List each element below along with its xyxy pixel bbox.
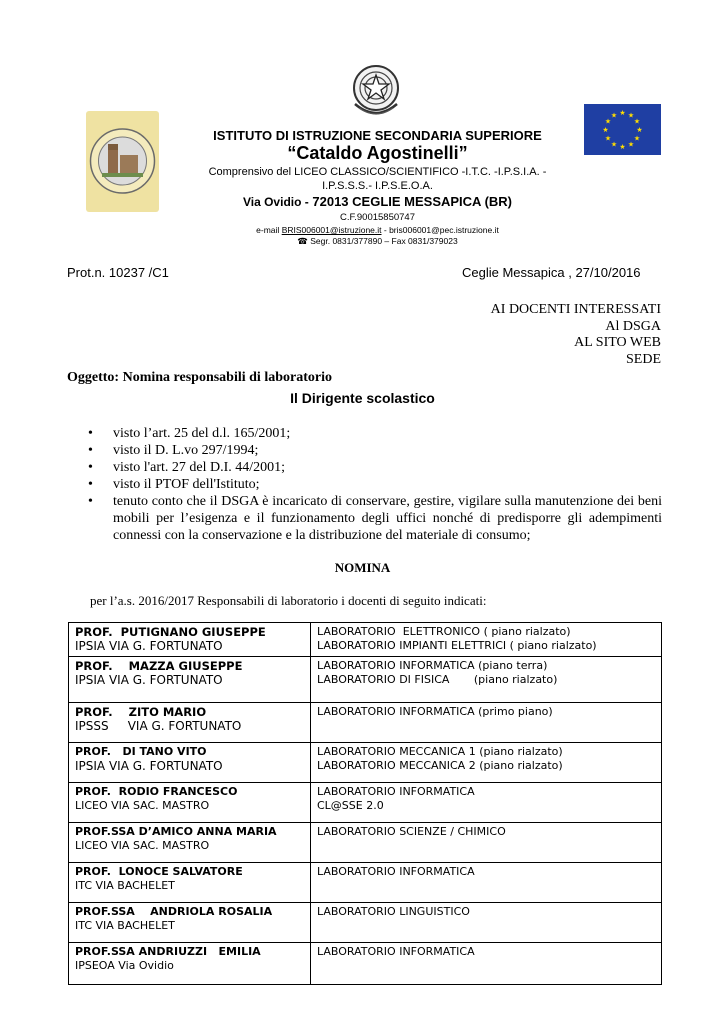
table-row [69, 823, 662, 863]
table-row [69, 863, 662, 903]
subject-line: Oggetto: Nomina responsabili di laboratorio [67, 370, 332, 385]
svg-text:★: ★ [619, 109, 626, 117]
lab-name: LABORATORIO INFORMATICA [317, 785, 475, 798]
teacher-name: PROF. DI TANO VITO [75, 745, 207, 758]
description-line-1: Comprensivo del LICEO CLASSICO/SCIENTIFICO -I.T.C. -I.P.S.I.A. - [208, 166, 547, 178]
teacher-cell [69, 863, 311, 903]
svg-text:★: ★ [610, 140, 618, 149]
pec-email: - bris006001@pec.istruzione.it [381, 225, 499, 235]
intro-text: per l’a.s. 2016/2017 Responsabili di laboratorio i docenti di seguito indicati: [90, 593, 487, 608]
teacher-name: PROF. MAZZA GIUSEPPE [75, 659, 243, 673]
teacher-name: PROF. RODIO FRANCESCO [75, 785, 238, 798]
institute-name: “Cataldo Agostinelli” [287, 143, 468, 163]
labs-cell [311, 623, 662, 657]
svg-text:★: ★ [619, 143, 626, 151]
italian-republic-emblem [345, 60, 407, 122]
address-city: 72013 CEGLIE MESSAPICA (BR) [312, 194, 513, 209]
email-link[interactable]: BRIS006001@istruzione.it [281, 225, 382, 235]
lab-name: LABORATORIO LINGUISTICO [317, 905, 470, 918]
place-date: Ceglie Messapica , 27/10/2016 [462, 265, 641, 280]
svg-text:★: ★ [636, 126, 643, 134]
premises-list [88, 425, 662, 544]
teacher-cell [69, 943, 311, 985]
labs-cell [311, 657, 662, 703]
lab-name: LABORATORIO INFORMATICA [317, 945, 475, 958]
teacher-site: IPSEOA Via Ovidio [75, 959, 174, 972]
recipient: AL SITO WEB [574, 335, 661, 350]
labs-cell [311, 703, 662, 743]
eu-flag [584, 104, 661, 155]
teacher-site: ITC VIA BACHELET [75, 919, 175, 932]
bullet-icon: • [88, 494, 93, 509]
labs-cell [311, 783, 662, 823]
teacher-cell [69, 657, 311, 703]
svg-text:★: ★ [604, 134, 612, 143]
list-item-text: visto l’art. 25 del d.l. 165/2001; [113, 426, 291, 441]
phone-line: ☎ Segr. 0831/377890 – Fax 0831/379023 [297, 236, 458, 246]
bullet-icon: • [88, 460, 93, 475]
list-item-text: visto il D. L.vo 297/1994; [113, 443, 259, 458]
table-row [69, 743, 662, 783]
list-item [88, 459, 662, 476]
table-row [69, 657, 662, 703]
teacher-site: ITC VIA BACHELET [75, 879, 175, 892]
labs-cell [311, 903, 662, 943]
labs-cell [311, 943, 662, 985]
svg-text:★: ★ [633, 117, 641, 126]
teacher-cell [69, 823, 311, 863]
svg-text:★: ★ [602, 126, 609, 134]
teacher-cell [69, 743, 311, 783]
labs-cell [311, 743, 662, 783]
nomina-heading: NOMINA [334, 560, 391, 575]
teacher-cell [69, 783, 311, 823]
svg-text:★: ★ [627, 111, 635, 120]
institute-address [170, 194, 585, 209]
institute-description [170, 165, 585, 193]
teacher-name: PROF. ZITO MARIO [75, 705, 207, 719]
lab-name: LABORATORIO IMPIANTI ELETTRICI ( piano rialzato) [317, 639, 597, 652]
recipients-block [491, 302, 661, 368]
protocol-number: Prot.n. 10237 /C1 [67, 265, 169, 280]
table-row [69, 903, 662, 943]
teacher-site: LICEO VIA SAC. MASTRO [75, 839, 210, 852]
teacher-name: PROF. LONOCE SALVATORE [75, 865, 243, 878]
lab-name: LABORATORIO MECCANICA 1 (piano rialzato) [317, 745, 563, 758]
fiscal-code: C.F.90015850747 [339, 212, 415, 223]
list-item [88, 493, 662, 544]
teacher-cell [69, 623, 311, 657]
lab-name: LABORATORIO MECCANICA 2 (piano rialzato) [317, 759, 563, 772]
lab-name: LABORATORIO INFORMATICA (piano terra) [317, 659, 548, 672]
lab-name: LABORATORIO INFORMATICA (primo piano) [317, 705, 553, 718]
school-seal-icon [86, 111, 159, 212]
school-logo [86, 111, 159, 212]
teacher-name: PROF.SSA ANDRIUZZI EMILIA [75, 945, 261, 958]
table-row [69, 783, 662, 823]
svg-text:★: ★ [627, 140, 635, 149]
table-row [69, 703, 662, 743]
labs-cell [311, 863, 662, 903]
list-item [88, 425, 662, 442]
list-item-text: visto l'art. 27 del D.I. 44/2001; [113, 460, 286, 475]
svg-text:★: ★ [604, 117, 612, 126]
teacher-name: PROF.SSA ANDRIOLA ROSALIA [75, 905, 273, 918]
lab-assignments-table [68, 622, 662, 985]
table-row [69, 623, 662, 657]
teacher-cell [69, 703, 311, 743]
teacher-site: IPSIA VIA G. FORTUNATO [75, 673, 223, 687]
list-item [88, 442, 662, 459]
lab-name: LABORATORIO DI FISICA (piano rialzato) [317, 673, 558, 686]
section-heading: Il Dirigente scolastico [290, 390, 435, 406]
teacher-cell [69, 903, 311, 943]
labs-cell [311, 823, 662, 863]
institute-title: ISTITUTO DI ISTRUZIONE SECONDARIA SUPERIORE [213, 128, 542, 143]
email-label: e-mail [256, 225, 280, 235]
bullet-icon: • [88, 426, 93, 441]
description-line-2: I.P.S.S.S.- I.P.S.E.O.A. [322, 180, 433, 192]
lab-name: CL@SSE 2.0 [317, 799, 384, 812]
eu-stars-icon [584, 104, 661, 155]
bullet-icon: • [88, 443, 93, 458]
teacher-site: IPSIA VIA G. FORTUNATO [75, 759, 223, 773]
svg-text:★: ★ [610, 111, 618, 120]
svg-text:★: ★ [633, 134, 641, 143]
email-line [170, 225, 585, 235]
list-item-text: tenuto conto che il DSGA è incaricato di conservare, gestire, vigilare sulla manutenzione dei beni mobili per l’esigenza e il funzionamento degli uffici nonché di predisporre gli adempimenti connessi con la conservazione e la distribuzione del materiale di consumo; [113, 494, 662, 543]
recipient: Al DSGA [605, 318, 661, 334]
address-street: Via Ovidio - [242, 195, 309, 209]
list-item-text: visto il PTOF dell'Istituto; [113, 477, 260, 492]
bullet-icon: • [88, 477, 93, 492]
recipient: SEDE [626, 351, 661, 367]
teacher-name: PROF. PUTIGNANO GIUSEPPE [75, 625, 266, 639]
lab-name: LABORATORIO ELETTRONICO ( piano rialzato) [317, 625, 571, 638]
lab-name: LABORATORIO INFORMATICA [317, 865, 475, 878]
teacher-site: IPSSS VIA G. FORTUNATO [75, 719, 242, 733]
teacher-site: LICEO VIA SAC. MASTRO [75, 799, 210, 812]
recipient: AI DOCENTI INTERESSATI [490, 302, 661, 317]
table-row [69, 943, 662, 985]
teacher-site: IPSIA VIA G. FORTUNATO [75, 639, 223, 653]
list-item [88, 476, 662, 493]
lab-name: LABORATORIO SCIENZE / CHIMICO [317, 825, 506, 838]
teacher-name: PROF.SSA D’AMICO ANNA MARIA [75, 825, 277, 838]
